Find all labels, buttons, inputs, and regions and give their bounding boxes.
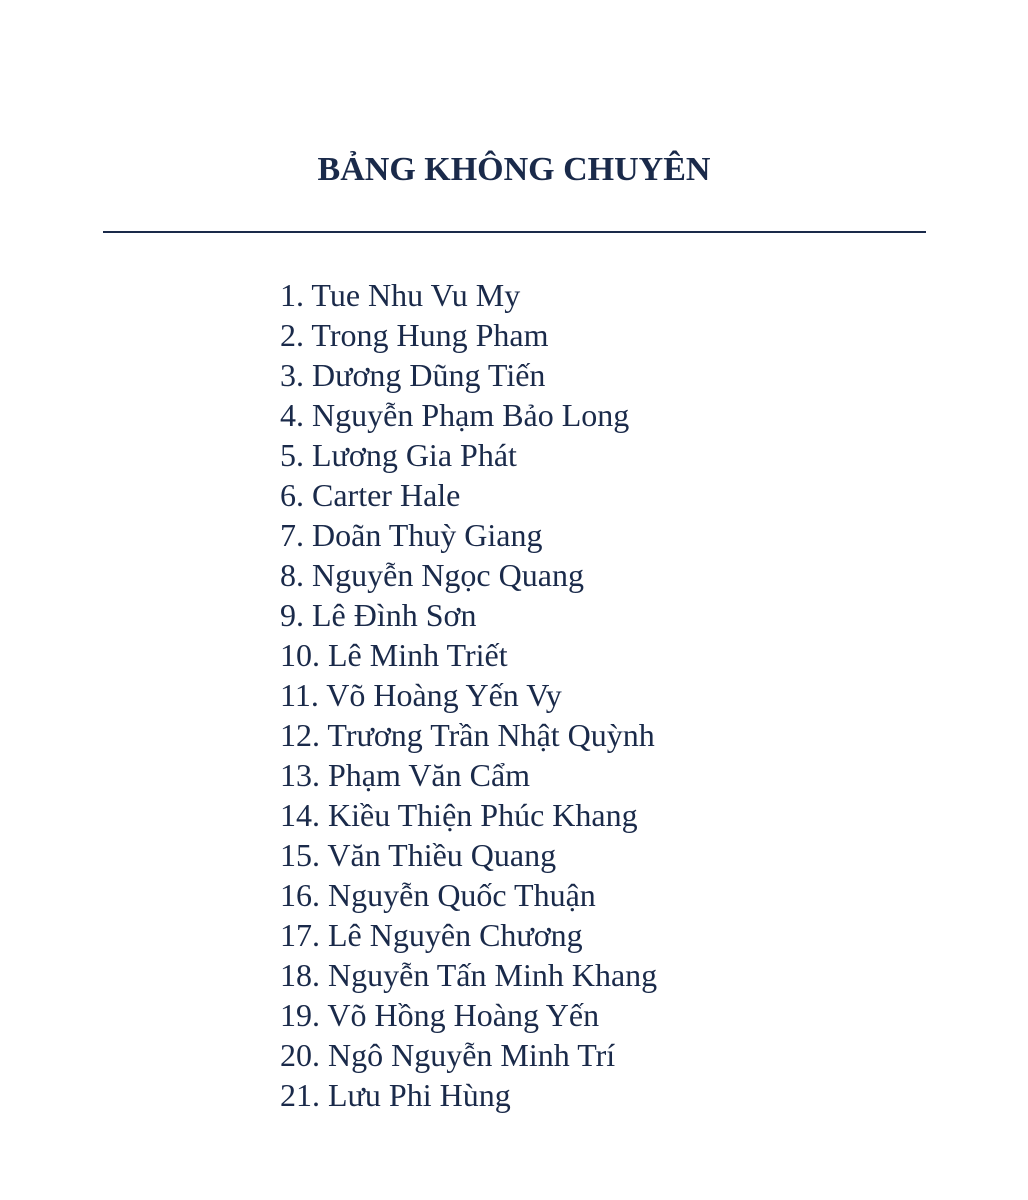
list-item: 4. Nguyễn Phạm Bảo Long xyxy=(280,397,630,433)
list-item: 19. Võ Hồng Hoàng Yến xyxy=(280,997,600,1033)
list-item: 17. Lê Nguyên Chương xyxy=(280,917,583,953)
list-item: 1. Tue Nhu Vu My xyxy=(280,277,521,313)
list-item: 18. Nguyễn Tấn Minh Khang xyxy=(280,957,658,993)
list-item: 5. Lương Gia Phát xyxy=(280,437,517,473)
title-divider xyxy=(103,231,926,233)
list-item: 6. Carter Hale xyxy=(280,477,461,513)
list-item: 13. Phạm Văn Cẩm xyxy=(280,757,531,793)
list-item: 7. Doãn Thuỳ Giang xyxy=(280,517,543,553)
list-item: 21. Lưu Phi Hùng xyxy=(280,1077,511,1113)
page-title: BẢNG KHÔNG CHUYÊN xyxy=(317,151,711,188)
list-item: 8. Nguyễn Ngọc Quang xyxy=(280,557,584,593)
list-item: 14. Kiều Thiện Phúc Khang xyxy=(280,797,638,833)
name-list xyxy=(280,275,657,1115)
list-item: 12. Trương Trần Nhật Quỳnh xyxy=(280,717,655,753)
list-item: 2. Trong Hung Pham xyxy=(280,317,549,353)
list-item: 11. Võ Hoàng Yến Vy xyxy=(280,677,562,713)
list-item: 10. Lê Minh Triết xyxy=(280,637,508,673)
list-item: 20. Ngô Nguyễn Minh Trí xyxy=(280,1037,616,1073)
list-item: 3. Dương Dũng Tiến xyxy=(280,357,546,393)
list-item: 9. Lê Đình Sơn xyxy=(280,597,477,633)
list-item: 15. Văn Thiều Quang xyxy=(280,837,557,873)
list-item: 16. Nguyễn Quốc Thuận xyxy=(280,877,596,913)
